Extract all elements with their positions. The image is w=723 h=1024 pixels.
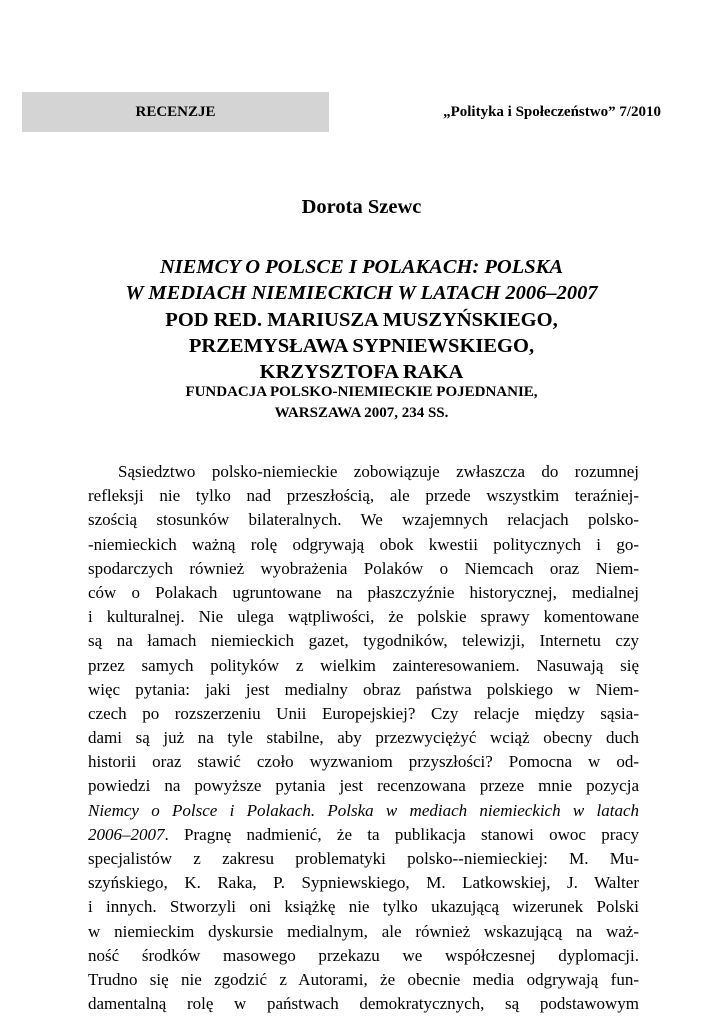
body-line: szyńskiego, K. Raka, P. Sypniewskiego, M. Latkowskiej, J. Walter xyxy=(88,873,639,893)
body-line: szością stosunków bilateralnych. We wzajemnych relacjach polsko- xyxy=(88,510,639,530)
title-line: POD RED. MARIUSZA MUSZYŃSKIEGO, xyxy=(165,308,558,331)
body-line: damentalną rolę w państwach demokratycznych, są podstawowym xyxy=(88,994,639,1014)
section-label: RECENZJE xyxy=(135,104,216,120)
body-line: powiedzi na powyższe pytania jest recenzowana przeze mnie pozycja xyxy=(88,776,639,796)
body-line: i innych. Stworzyli oni książkę nie tylko ukazującą wizerunek Polski xyxy=(88,897,639,917)
body-line: spodarczych również wyobrażenia Polaków o Niemcach oraz Niem- xyxy=(88,558,639,578)
author-name: Dorota Szewc xyxy=(301,196,422,218)
publisher-info xyxy=(60,382,663,424)
body-line: więc pytania: jaki jest medialny obraz państwa polskiego w Niem- xyxy=(88,679,639,699)
body-line-rest: . Pragnę nadmienić, że ta publikacja stanowi owoc pracy xyxy=(164,824,639,844)
body-line: w niemieckim dyskursie medialnym, ale również wskazującą na waż- xyxy=(88,921,639,941)
title-line: PRZEMYSŁAWA SYPNIEWSKIEGO, xyxy=(188,334,535,357)
body-line: i kulturalnej. Nie ulega wątpliwości, że polskie sprawy komentowane xyxy=(88,607,639,627)
body-line: są na łamach niemieckich gazet, tygodników, telewizji, Internetu czy xyxy=(88,631,639,651)
body-line: Trudno się nie zgodzić z Autorami, że obecnie media odgrywają fun- xyxy=(88,969,639,989)
review-title xyxy=(60,254,663,385)
body-line: ność środków masowego przekazu we współczesnej dyplomacji. xyxy=(88,945,639,965)
title-line: NIEMCY O POLSCE I POLAKACH: POLSKA xyxy=(159,256,564,278)
body-line: przez samych polityków z wielkim zainteresowaniem. Nasuwają się xyxy=(88,655,639,675)
title-line: W MEDIACH NIEMIECKICH W LATACH 2006–2007 xyxy=(125,282,598,305)
book-years-italic: 2006–2007 xyxy=(88,824,165,844)
body-line: czech po rozszerzeniu Unii Europejskiej? Czy relacje między sąsia- xyxy=(88,703,639,723)
title-line: KRZYSZTOFA RAKA xyxy=(259,361,464,384)
review-body xyxy=(88,460,639,1016)
body-line: -niemieckich ważną rolę odgrywają obok kwestii politycznych i go- xyxy=(88,534,639,554)
body-line xyxy=(88,799,639,823)
body-line: Sąsiedztwo polsko-niemieckie zobowiązuje zwłaszcza do rozumnej xyxy=(118,462,639,481)
body-line xyxy=(88,823,639,847)
journal-label: „Polityka i Społeczeństwo” 7/2010 xyxy=(443,104,661,120)
body-line: historii oraz stawić czoło wyzwaniom przyszłości? Pomocna w od- xyxy=(88,752,639,772)
publisher-line: WARSZAWA 2007, 234 SS. xyxy=(274,405,449,421)
body-line: refleksji nie tylko nad przeszłością, ale przede wszystkim teraźniej- xyxy=(88,486,639,506)
book-title-italic: Niemcy o Polsce i Polakach. Polska w mediach niemieckich w latach xyxy=(88,800,639,820)
body-line: ców o Polakach ugruntowane na płaszczyźnie historycznej, medialnej xyxy=(88,582,639,602)
publisher-line: FUNDACJA POLSKO-NIEMIECKIE POJEDNANIE, xyxy=(185,384,538,400)
body-line: dami są już na tyle stabilne, aby przezwyciężyć wciąż obecny duch xyxy=(88,728,639,748)
body-line: specjalistów z zakresu problematyki polsko--niemieckiej: M. Mu- xyxy=(88,849,639,868)
